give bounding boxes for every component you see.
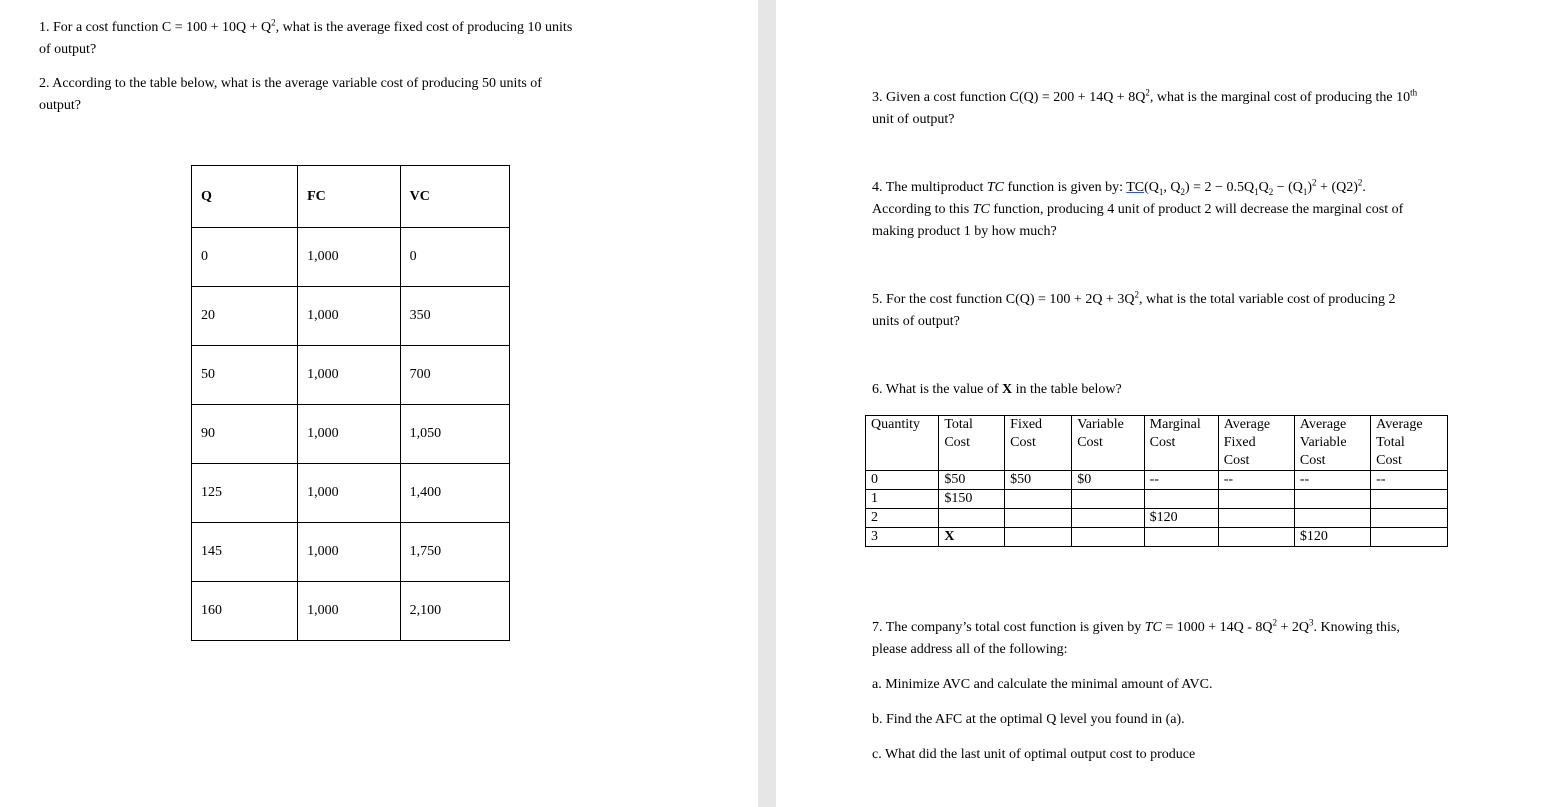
table-cell: 145 xyxy=(192,523,298,582)
cost-table-cell: X xyxy=(939,528,1005,547)
question-3: 3. Given a cost function $C(Q) = 200 + 14Q + 8Q^2$, what is the marginal cost of producing the 10th unit of output? xyxy=(872,87,1418,127)
cost-table-cell: -- xyxy=(1218,471,1294,490)
cost-table-cell: -- xyxy=(1371,471,1448,490)
cost-table-cell xyxy=(1144,528,1218,547)
table-cell: 1,050 xyxy=(400,405,509,464)
cost-table-cell xyxy=(1005,490,1072,509)
table-cell: 20 xyxy=(192,287,298,346)
cost-table-header xyxy=(1371,416,1448,471)
table-row xyxy=(192,523,510,582)
table-header-cell: FC xyxy=(298,166,401,228)
cost-table-header xyxy=(1144,416,1218,471)
cost-table-header-line: Fixed xyxy=(1010,417,1043,432)
table-cell: 1,000 xyxy=(298,228,401,287)
cost-table-row xyxy=(866,509,1448,528)
left-page xyxy=(0,0,758,807)
cost-table xyxy=(865,415,1448,547)
table-header-cell: VC xyxy=(400,166,509,228)
cost-table-cell: $120 xyxy=(1294,528,1370,547)
cost-table-cell xyxy=(939,509,1005,528)
cost-table-header xyxy=(1294,416,1370,471)
table-cell: 50 xyxy=(192,346,298,405)
cost-table-cell: -- xyxy=(1294,471,1370,490)
cost-table-header-line: Average xyxy=(1376,417,1423,432)
cost-table-cell xyxy=(1371,490,1448,509)
cost-table-header-line: Total xyxy=(944,417,973,432)
cost-table-header-line: Cost xyxy=(1077,435,1103,450)
question-6: 6. What is the value of X in the table below? xyxy=(872,382,1122,397)
cost-table-cell xyxy=(1218,490,1294,509)
table-cell: 90 xyxy=(192,405,298,464)
table-cell: 1,400 xyxy=(400,464,509,523)
cost-table-row xyxy=(866,490,1448,509)
right-page xyxy=(776,0,1546,807)
cost-table-header-line: Cost xyxy=(1149,435,1176,450)
table-cell: 2,100 xyxy=(400,582,509,641)
table-row xyxy=(192,346,510,405)
cost-table-header-line: Variable xyxy=(1299,435,1347,450)
table-cell: 1,000 xyxy=(298,346,401,405)
table-row xyxy=(192,228,510,287)
q-fc-vc-table xyxy=(191,165,510,641)
cost-table-header-line: Cost xyxy=(1223,453,1250,468)
cost-table-cell xyxy=(1005,528,1072,547)
table-row xyxy=(192,405,510,464)
cost-table-header xyxy=(1072,416,1144,471)
table-cell: 700 xyxy=(400,346,509,405)
question-4: 4. The multiproduct TC function is given by: $TC(Q_1$, $Q_2) = 2 - 0.5Q_1Q_2 - (Q_1)^2 + (Q2)^2$. According to this TC function, producing 4 unit of product 2 will decrease the marginal cost of making product 1 by how much? xyxy=(872,177,1404,239)
cost-table-header xyxy=(866,416,939,471)
table-cell: 1,000 xyxy=(298,287,401,346)
cost-table-cell xyxy=(1218,509,1294,528)
cost-table-header-line: Cost xyxy=(944,435,970,450)
table-cell: 0 xyxy=(400,228,509,287)
cost-table-header-line: Quantity xyxy=(871,417,920,432)
cost-table-cell xyxy=(1294,509,1370,528)
cost-table-cell xyxy=(1072,509,1144,528)
cost-table-cell xyxy=(1144,490,1218,509)
table-row xyxy=(192,582,510,641)
cost-table-cell: $150 xyxy=(939,490,1005,509)
table-cell: 1,000 xyxy=(298,464,401,523)
question-2: 2. According to the table below, what is the average variable cost of producing 50 units of output? xyxy=(39,76,542,113)
table-cell: 350 xyxy=(400,287,509,346)
cost-table-header xyxy=(1005,416,1072,471)
cost-table-cell xyxy=(1072,528,1144,547)
cost-table-header-line: Marginal xyxy=(1149,417,1201,432)
table-header-cell: Q xyxy=(192,166,298,228)
cost-table-header-line: Cost xyxy=(1376,453,1402,468)
table-cell: 1,000 xyxy=(298,582,401,641)
cost-table-header xyxy=(1218,416,1294,471)
question-1: 1. For a cost function $C = 100 + 10Q + Q^2$, what is the average fixed cost of producing 10 units of output? xyxy=(39,17,573,57)
table-cell: 1,000 xyxy=(298,523,401,582)
cost-table-cell: 0 xyxy=(866,471,939,490)
table-row xyxy=(192,287,510,346)
cost-table-row xyxy=(866,471,1448,490)
cost-table-cell xyxy=(1371,528,1448,547)
cost-table-cell xyxy=(1072,490,1144,509)
cost-table-header-line: Cost xyxy=(1010,435,1036,450)
cost-table-cell: -- xyxy=(1144,471,1218,490)
cost-table-cell: $50 xyxy=(939,471,1005,490)
cost-table-row xyxy=(866,528,1448,547)
cost-table-header-line: Variable xyxy=(1077,417,1124,432)
table-cell: 1,750 xyxy=(400,523,509,582)
cost-table-header-line: Fixed xyxy=(1223,435,1256,450)
cost-table-cell: 1 xyxy=(866,490,939,509)
cost-table-cell xyxy=(1371,509,1448,528)
cost-table-cell: $50 xyxy=(1005,471,1072,490)
cost-table-cell xyxy=(1005,509,1072,528)
table-row xyxy=(192,464,510,523)
cost-table-cell: $120 xyxy=(1144,509,1218,528)
cost-table-cell: 3 xyxy=(866,528,939,547)
cost-table-header-line: Average xyxy=(1299,417,1347,432)
cost-table-cell xyxy=(1218,528,1294,547)
question-5: 5. For the cost function $C(Q) = 100 + 2Q + 3Q^2$, what is the total variable cost of producing 2 units of output? xyxy=(872,289,1396,329)
table-cell: 1,000 xyxy=(298,405,401,464)
cost-table-header-line: Total xyxy=(1376,435,1405,450)
cost-table-header-line: Average xyxy=(1223,417,1271,432)
cost-table-header xyxy=(939,416,1005,471)
cost-table-cell: $0 xyxy=(1072,471,1144,490)
cost-table-header-line: Cost xyxy=(1299,453,1326,468)
page-gutter xyxy=(758,0,776,807)
question-7: 7. The company’s total cost function is given by TC = $1000 + 14Q - 8Q^2 + 2Q^3$. Knowing this, please address all of the following: a. Minimize AVC and calculate the minimal amount of AVC. b. Find the AFC at the optimal Q level you found in (a). c. What did the last unit of optimal output cost to produce xyxy=(872,617,1400,762)
cost-table-cell: 2 xyxy=(866,509,939,528)
table-cell: 160 xyxy=(192,582,298,641)
table-cell: 0 xyxy=(192,228,298,287)
table-cell: 125 xyxy=(192,464,298,523)
cost-table-cell xyxy=(1294,490,1370,509)
